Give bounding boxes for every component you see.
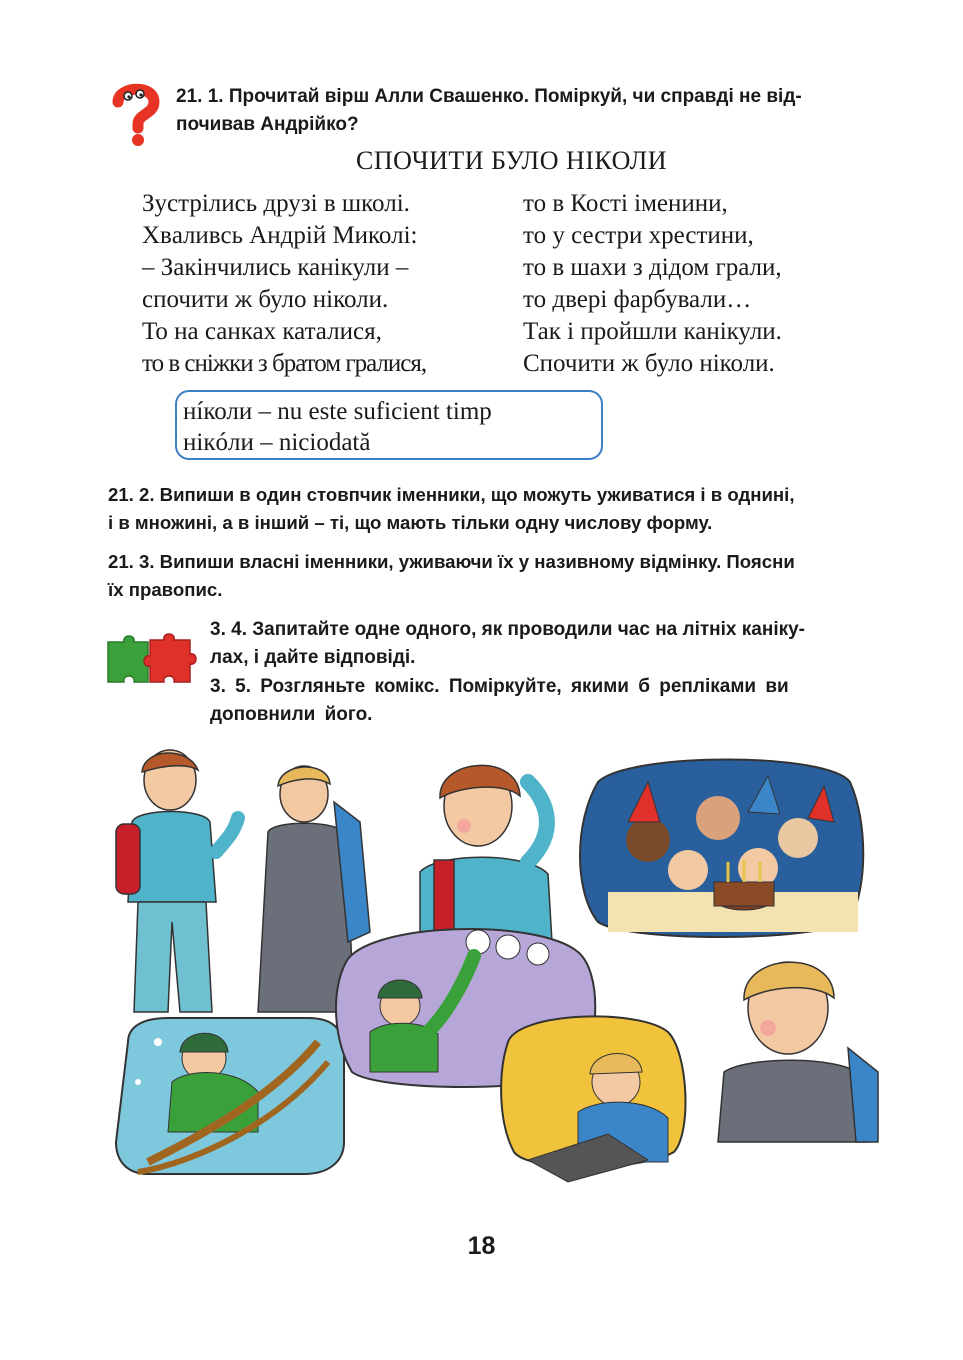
task-3-5 — [210, 673, 789, 729]
poem-line: то у сестри хрестини, — [523, 222, 754, 249]
vocabulary-box — [175, 390, 603, 460]
poem-line: то в шахи з дідом грали, — [523, 254, 782, 281]
poem-right-column — [523, 188, 782, 380]
comic-panel-sledding — [116, 1018, 344, 1174]
poem-left-column — [142, 188, 426, 380]
task-21-1-line: почивав Андрійко? — [176, 114, 359, 135]
task-21-2-line: і в множині, а в інший – ті, що мають тільки одну числову форму. — [108, 512, 713, 533]
vocabulary-entry: нíколи – nu este suficient timp — [183, 398, 492, 425]
comic-panel-playing-chess — [501, 1016, 685, 1182]
question-mark-icon — [108, 80, 164, 146]
poem-line: Хвaливсь Андрій Миколі: — [142, 222, 418, 249]
poem-line: то в сніжки з братом гралися, — [142, 350, 427, 377]
task-3-5-line: доповнили його. — [210, 704, 373, 725]
task-3-4-line: лах, і дайте відповіді. — [210, 647, 416, 668]
comic-panel-two-boys-talking — [116, 750, 370, 1012]
poem-line: – Закінчились канікули – — [142, 254, 409, 281]
task-21-2-line: 21. 2. Випиши в один стовпчик іменники, що можуть уживатися і в однині, — [108, 484, 795, 505]
poem-line: спочити ж було ніколи. — [142, 286, 389, 313]
comic-panel-sad-boy — [718, 962, 878, 1142]
task-21-3-line: 21. 3. Випиши власні іменники, уживаючи їх у називному відмінку. Поясни — [108, 551, 795, 572]
poem-line: Зустрілись друзі в школі. — [142, 190, 410, 217]
poem-line: Так і пройшли канікули. — [523, 318, 782, 345]
comic-panel-birthday-party — [580, 760, 863, 938]
comic-illustration — [108, 742, 878, 1187]
task-3-4-line: 3. 4. Запитайте одне одного, як проводили час на літніх каніку- — [210, 619, 806, 640]
poem-line: Спочити ж було ніколи. — [523, 350, 775, 377]
poem-title: СПОЧИТИ БУЛО НІКОЛИ — [355, 146, 667, 175]
task-21-3-line: їх правопис. — [108, 579, 223, 600]
task-21-3 — [108, 548, 795, 604]
task-21-1 — [176, 83, 802, 139]
poem-line: то двері фарбували… — [523, 286, 752, 313]
comic-panel-boy-thinking — [420, 765, 552, 942]
poem-line: То на санках каталися, — [142, 318, 382, 345]
task-21-2 — [108, 481, 795, 537]
puzzle-pieces-icon — [104, 632, 196, 690]
vocabulary-entry: нікóли – niciodată — [183, 429, 371, 456]
task-3-5-line: 3. 5. Розгляньте комікс. Поміркуйте, якими б репліками ви — [210, 676, 789, 697]
task-3-4 — [210, 616, 805, 672]
task-21-1-line: 21. 1. Прочитай вірш Алли Свашенко. Поміркуй, чи справді не від- — [176, 86, 802, 107]
page-number: 18 — [467, 1232, 496, 1260]
poem-line: то в Кості іменини, — [523, 190, 728, 217]
